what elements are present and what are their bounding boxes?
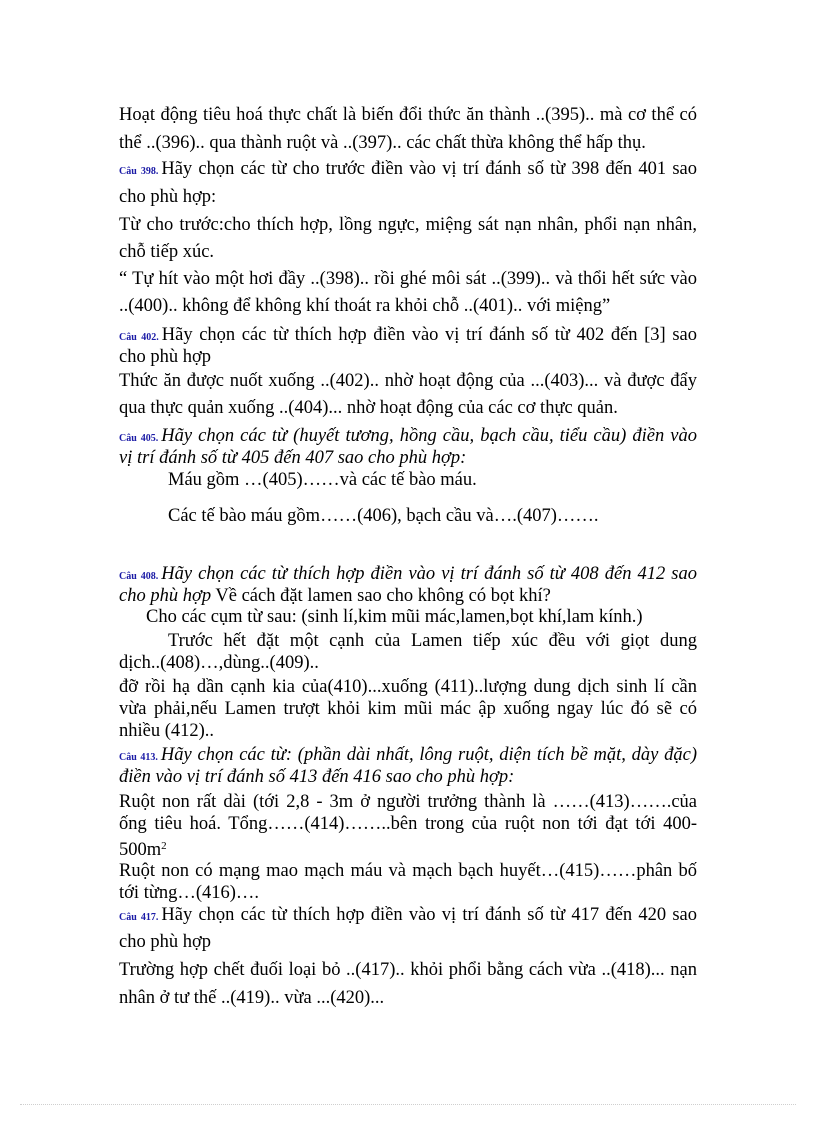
question-text: Hãy chọn các từ thích hợp điền vào vị trí đánh số từ 417 đến 420 sao [161, 905, 697, 925]
paragraph-line: vừa phải,nếu Lamen trượt khỏi kim mũi mác ập xuống ngay lúc đó sẽ có [119, 699, 697, 719]
question-label: Câu 408. [119, 571, 159, 582]
question-label: Câu 405. [119, 433, 159, 444]
question-text: Hãy chọn các từ cho trước điền vào vị trí đánh số từ 398 đến 401 sao [161, 159, 697, 179]
superscript: 2 [161, 840, 167, 852]
paragraph-line [119, 835, 697, 861]
paragraph-line: ..(400).. không để không khí thoát ra khỏi chỗ ..(401).. với miệng” [119, 296, 611, 316]
paragraph-line: ống tiêu hoá. Tổng……(414)……..bên trong của ruột non tới đạt tới 400- [119, 814, 697, 834]
question-label: Câu 413. [119, 752, 158, 763]
paragraph-line: điền vào vị trí đánh số 413 đến 416 sao cho phù hợp: [119, 767, 515, 787]
paragraph-line: Ruột non có mạng mao mạch máu và mạch bạch huyết…(415)……phân bố [119, 861, 697, 881]
question-text: Hãy chọn các từ: (phần dài nhất, lông ruột, diện tích bề mặt, dày đặc) [160, 745, 697, 765]
paragraph-line: đỡ rồi hạ dần cạnh kia của(410)...xuống (411)..lượng dung dịch sinh lí cần [119, 677, 697, 697]
question-label: Câu 398. [119, 166, 159, 177]
paragraph-line: qua thực quản xuống ..(404)... nhờ hoạt động của các cơ thực quản. [119, 398, 618, 418]
question-text: Hãy chọn các từ thích hợp điền vào vị trí đánh số từ 402 đến [3] sao [161, 325, 697, 345]
paragraph-line: Các tế bào máu gồm……(406), bạch cầu và….(407)……. [168, 506, 599, 526]
paragraph-line: Cho các cụm từ sau: (sinh lí,kim mũi mác,lamen,bọt khí,lam kính.) [146, 607, 643, 627]
paragraph-line: nhiều (412).. [119, 721, 215, 741]
paragraph-line: cho phù hợp [119, 932, 211, 952]
question-398-line [119, 158, 697, 183]
question-417-line [119, 904, 697, 929]
question-label: Câu 402. [119, 332, 159, 343]
paragraph-line: chỗ tiếp xúc. [119, 242, 215, 262]
paragraph-line: Từ cho trước:cho thích hợp, lồng ngực, miệng sát nạn nhân, phổi nạn nhân, [119, 215, 697, 235]
question-label: Câu 417. [119, 912, 159, 923]
paragraph-line: Trước hết đặt một cạnh của Lamen tiếp xúc đều với giọt dung [168, 631, 697, 651]
plain-text: 500m [119, 840, 162, 860]
question-text: Hãy chọn các từ (huyết tương, hồng cầu, bạch cầu, tiểu cầu) điền vào [161, 426, 697, 446]
paragraph-line: Trường hợp chết đuối loại bỏ ..(417).. khỏi phổi bằng cách vừa ..(418)... nạn [119, 960, 697, 980]
paragraph-line: Hoạt động tiêu hoá thực chất là biến đổi thức ăn thành ..(395).. mà cơ thể có [119, 105, 697, 125]
paragraph-line [119, 585, 697, 607]
paragraph-line: cho phù hợp: [119, 187, 217, 207]
paragraph-line: vị trí đánh số từ 405 đến 407 sao cho phù hợp: [119, 448, 467, 468]
paragraph-line: Ruột non rất dài (tới 2,8 - 3m ở người trưởng thành là ……(413)…….của [119, 792, 697, 812]
paragraph-line: cho phù hợp [119, 347, 211, 367]
paragraph-line: tới từng…(416)…. [119, 883, 260, 903]
paragraph-line: thể ..(396).. qua thành ruột và ..(397).. các chất thừa không thể hấp thụ. [119, 133, 646, 153]
paragraph-line: Thức ăn được nuốt xuống ..(402).. nhờ hoạt động của ...(403)... và được đẩy [119, 371, 697, 391]
paragraph-line: “ Tự hít vào một hơi đầy ..(398).. rồi ghé môi sát ..(399).. và thổi hết sức vào [119, 269, 697, 289]
plain-text: Về cách đặt lamen sao cho không có bọt khí? [211, 586, 551, 606]
paragraph-line: nhân ở tư thế ..(419).. vừa ...(420)... [119, 988, 385, 1008]
italic-text: cho phù hợp [119, 586, 212, 606]
paragraph-line: dịch..(408)…,dùng..(409).. [119, 653, 319, 673]
question-text: Hãy chọn các từ thích hợp điền vào vị trí đánh số từ 408 đến 412 sao [161, 564, 697, 584]
paragraph-line: Máu gồm …(405)……và các tế bào máu. [168, 470, 477, 490]
footer-divider [20, 1104, 796, 1105]
